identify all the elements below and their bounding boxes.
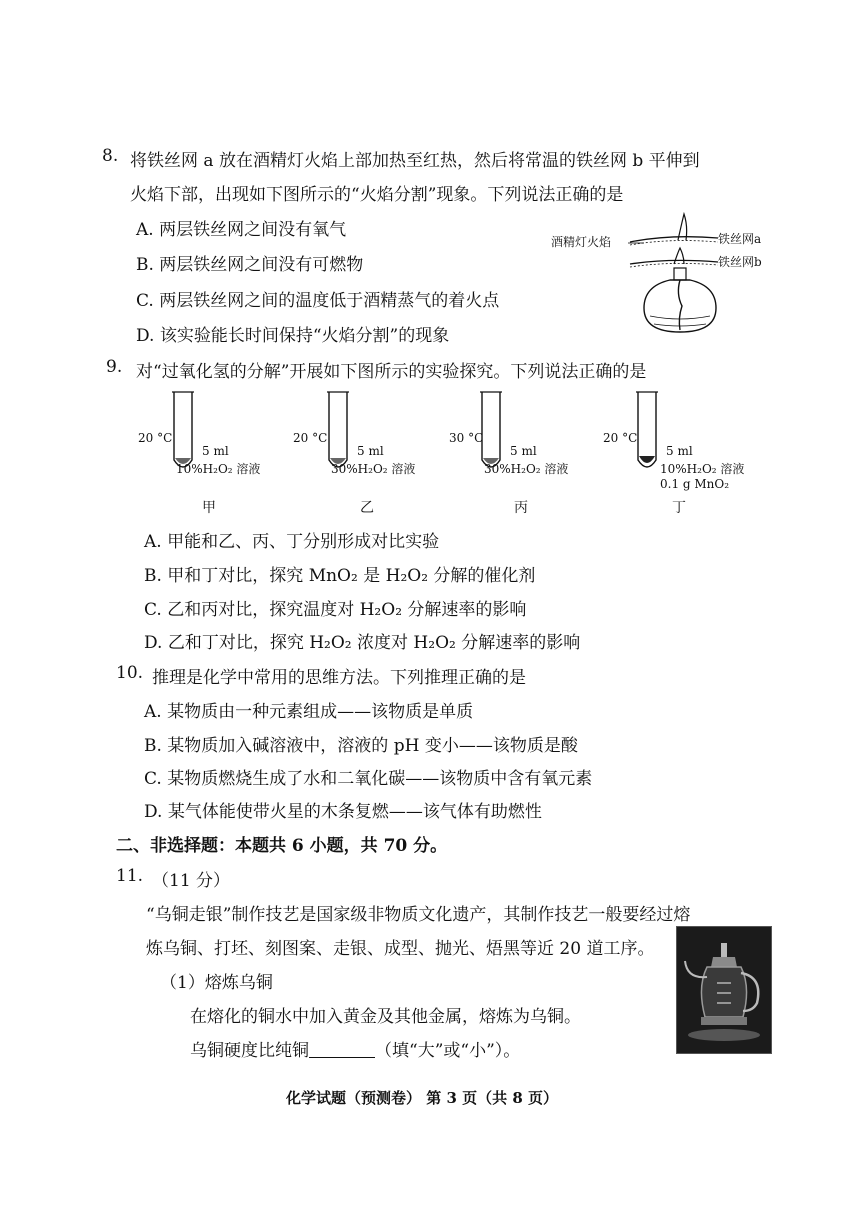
- tube-ding-solution: 10%H₂O₂ 溶液: [660, 462, 745, 476]
- q11-sub1-line2: [190, 1036, 520, 1061]
- tube-bing-name: 丙: [514, 500, 528, 516]
- q10-option-d: D. 某气体能使带火星的木条复燃——该气体有助燃性: [144, 802, 542, 822]
- q11-number: 11.: [116, 866, 144, 886]
- q10-option-c: C. 某物质燃烧生成了水和二氧化碳——该物质中含有氧元素: [144, 769, 593, 789]
- tube-jia-name: 甲: [202, 500, 216, 516]
- teapot-icon: [677, 927, 771, 1053]
- answer-blank[interactable]: [309, 1041, 375, 1058]
- alcohol-lamp-figure: [600, 212, 725, 340]
- q10-option-b: B. 某物质加入碱溶液中，溶液的 pH 变小——该物质是酸: [144, 736, 578, 756]
- q11-score: （11 分）: [152, 871, 231, 891]
- q11-sub1-line1: 在熔化的铜水中加入黄金及其他金属，熔炼为乌铜。: [190, 1007, 581, 1027]
- tube-yi-solution: 30%H₂O₂ 溶液: [331, 462, 416, 476]
- q8-option-b: B. 两层铁丝网之间没有可燃物: [136, 255, 364, 275]
- tube-bing-volume: 5 ml: [510, 444, 537, 458]
- tube-jia-solution: 10%H₂O₂ 溶液: [176, 462, 261, 476]
- tube-ding-name: 丁: [672, 500, 686, 516]
- q8-stem-line2: 火焰下部，出现如下图所示的“火焰分割”现象。下列说法正确的是: [130, 185, 624, 205]
- q8-option-c: C. 两层铁丝网之间的温度低于酒精蒸气的着火点: [136, 291, 500, 311]
- tube-yi-name: 乙: [360, 500, 374, 516]
- q11-sub1-title: （1）熔炼乌铜: [160, 973, 273, 993]
- flame-label: 酒精灯火焰: [551, 235, 612, 249]
- q8-option-a: A. 两层铁丝网之间没有氧气: [136, 220, 347, 240]
- mesh-a-label: 铁丝网a: [718, 232, 762, 246]
- q10-number: 10.: [116, 663, 144, 683]
- section-2-heading: 二、非选择题：本题共 6 小题，共 70 分。: [116, 836, 448, 856]
- q9-number: 9.: [106, 357, 123, 377]
- q9-option-b: B. 甲和丁对比，探究 MnO₂ 是 H₂O₂ 分解的催化剂: [144, 566, 536, 586]
- q9-stem: 对“过氧化氢的分解”开展如下图所示的实验探究。下列说法正确的是: [136, 362, 647, 382]
- tube-ding: [634, 390, 660, 476]
- q8-option-d: D. 该实验能长时间保持“火焰分割”的现象: [136, 326, 450, 346]
- page-footer: 化学试题（预测卷） 第 3 页（共 8 页）: [286, 1089, 558, 1107]
- teapot-photo: [676, 926, 772, 1054]
- q8-number: 8.: [102, 146, 119, 166]
- tube-ding-catalyst: 0.1 g MnO₂: [660, 477, 730, 491]
- q11-para-line2: 炼乌铜、打坯、刻图案、走银、成型、抛光、焐黑等近 20 道工序。: [146, 939, 655, 959]
- q8-stem-line1: 将铁丝网 a 放在酒精灯火焰上部加热至红热，然后将常温的铁丝网 b 平伸到: [130, 151, 700, 171]
- q11-sub1-line2-prefix: 乌铜硬度比纯铜: [190, 1041, 309, 1061]
- tube-bing-solution: 30%H₂O₂ 溶液: [484, 462, 569, 476]
- tube-jia-temp: 20 °C: [138, 431, 173, 445]
- tube-yi-volume: 5 ml: [357, 444, 384, 458]
- q9-option-d: D. 乙和丁对比，探究 H₂O₂ 浓度对 H₂O₂ 分解速率的影响: [144, 633, 581, 653]
- tube-yi-temp: 20 °C: [293, 431, 328, 445]
- q9-option-a: A. 甲能和乙、丙、丁分别形成对比实验: [144, 532, 440, 552]
- q11-para-line1: “乌铜走银”制作技艺是国家级非物质文化遗产，其制作技艺一般要经过熔: [146, 905, 691, 925]
- tube-jia-volume: 5 ml: [202, 444, 229, 458]
- mesh-b-label: 铁丝网b: [718, 255, 762, 269]
- tube-ding-temp: 20 °C: [603, 431, 638, 445]
- q10-option-a: A. 某物质由一种元素组成——该物质是单质: [144, 702, 474, 722]
- tube-ding-volume: 5 ml: [666, 444, 693, 458]
- tube-bing-temp: 30 °C: [449, 431, 484, 445]
- q11-sub1-line2-suffix: （填“大”或“小”）。: [375, 1041, 521, 1061]
- q9-option-c: C. 乙和丙对比，探究温度对 H₂O₂ 分解速率的影响: [144, 600, 527, 620]
- q10-stem: 推理是化学中常用的思维方法。下列推理正确的是: [152, 668, 526, 688]
